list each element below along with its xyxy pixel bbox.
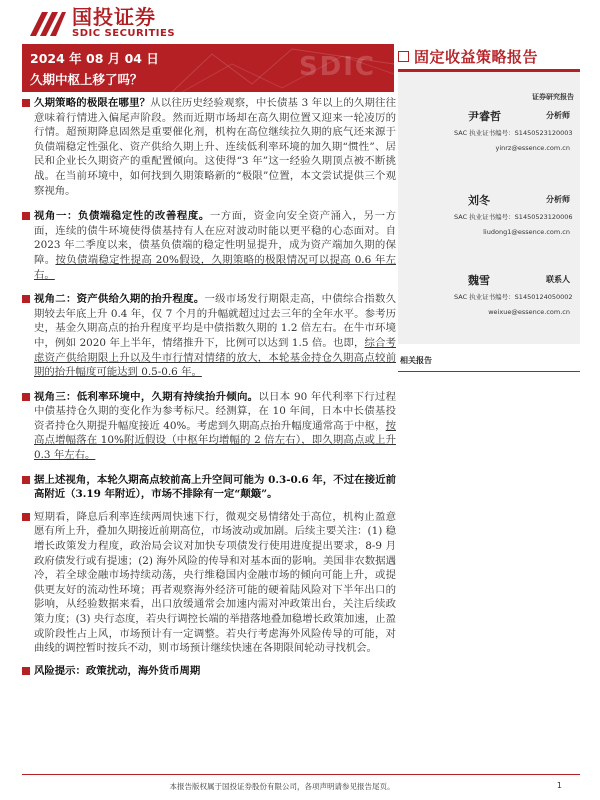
bullet-icon	[22, 99, 30, 107]
analyst-email[interactable]: yinrz@essence.com.cn	[495, 144, 570, 152]
paragraph-text: 从以往历史经验观察，中长债基 3 年以上的久期往往意味着行情进入偏尾声阶段。然而近期市场却在高久期位置又迎来一轮凌厉的行情。超预期降息固然是重要催化剂，机构在高位继续拉久期的底气还来源于负债端稳定性强化、资产供给久期上升、连续低利率环境的加久期“惯性”、居民和企业长久期资产的重配置倾向。这使得“3 年”这一经验久期顶点被不断挑战。在当前环境中，如何找到久期策略新的“极限”位置，本文尝试提供三个观察视角。	[34, 97, 396, 197]
report-type: 固定收益策略报告	[414, 48, 539, 66]
bullet-icon	[22, 513, 30, 521]
analyst-cert: SAC 执业证书编号：S1450523120003	[454, 129, 573, 137]
page-number: 1	[556, 781, 562, 790]
bullet-icon	[22, 295, 30, 303]
paragraph-text: 以日本 90 年代利率下行过程中债基持仓久期的变化作为参考标尺。经测算，在 10 年间，日本中长债基投资者持仓久期提升幅度接近 40%。考虑到久期高点抬升幅度通常高于中枢，	[34, 390, 396, 432]
analyst-cert: SAC 执业证书编号：S1450124050002	[454, 293, 573, 301]
paragraph-heading: 视角二：资产供给久期的抬升程度。	[34, 293, 205, 306]
footer-disclaimer: 本报告版权属于国投证券股份有限公司，各项声明请参见报告尾页。	[169, 782, 395, 791]
analyst-email[interactable]: liudong1@essence.com.cn	[483, 228, 570, 236]
bullet-icon	[22, 393, 30, 401]
research-report-label: 证券研究报告	[532, 93, 574, 101]
related-reports-header	[398, 350, 580, 372]
related-reports-title: 相关报告	[400, 356, 432, 365]
sdic-logo-icon	[28, 8, 66, 38]
key-conclusion: 按高点增幅落在 10%附近假设（中枢年均增幅的 2 倍左右），即久期高点或上升 0.3 年左右。	[34, 419, 396, 462]
paragraph-text: 短期看，降息后利率连续两周快速下行，微观交易情绪处于高位，机构止盈意愿有所上升，叠加久期接近前期高位，市场波动或加剧。后续主要关注：(1) 稳增长政策发力程度，政治局会议对加快专项债发行使用进度提出要求，8-9 月政府债发行或有提速；(2) 海外风险的传导和对基本面的影响。美国非农数据遇冷，若全球金融市场持续动荡，央行维稳国内金融市场的倾向可能上升，或提供更友好的流动性环境；再者观察海外经济可能的硬着陆风险对下半年出口的影响，从经验数据来看，出口放缓通常会加速内需对冲政策出台，关注后续政策力度；(3) 央行态度，若央行调控长端的举措落地叠加稳增长政策加速，止盈或阶段性占上风，市场预计有一定调整。若央行考虑海外风险传导的可能，对曲线的调控暂时按兵不动，则市场预计继续快速在各期限间轮动寻找机会。	[34, 510, 396, 655]
logo-english-name: SDIC SECURITIES	[72, 28, 176, 39]
analyst-cert: SAC 执业证书编号：S1450523120006	[454, 213, 573, 221]
paragraph-text: 一方面，资金向安全资产涌入，另一方面，连续的债牛环境使得债基持有人在应对波动时能以更平稳的心态面对。自 2023 年二季度以来，债基负债端的稳定性明显提升，成为资产端加久期的保障。	[34, 210, 397, 266]
summary-paragraph	[22, 473, 396, 502]
paragraph-heading: 视角三：低利率环境中，久期有持续抬升倾向。	[34, 390, 259, 403]
bullet-icon	[22, 476, 30, 484]
analyst-name: 尹睿哲	[468, 110, 501, 123]
summary-paragraph	[22, 96, 396, 198]
paragraph-text: 一级市场发行期限走高，中债综合指数久期较去年底上升 0.4 年，仅 7 个月的升幅就超过过去三年的全年水平。参考历史，基金久期高点的抬升程度平均是中债指数久期的 1.2 倍左右。在牛市环境中，例如 2020 年上半年，情绪推升下，比例可以达到 1.5 倍。也即，	[34, 293, 397, 349]
bullet-icon	[22, 212, 30, 220]
analyst-role: 联系人	[546, 274, 570, 284]
paragraph-heading: 视角一：负债端稳定性的改善程度。	[34, 210, 210, 223]
analyst-role: 分析师	[546, 110, 570, 120]
analyst-sidebar	[398, 72, 580, 344]
paragraph-heading: 据上述视角，本轮久期高点较前高上升空间可能为 0.3-0.6 年，不过在接近前高附近（3.19 年附近），市场不排除有一定“颠簸”。	[34, 473, 396, 501]
analyst-name: 魏雪	[468, 274, 490, 287]
report-date: 2024 年 08 月 04 日	[30, 51, 159, 66]
analyst-role: 分析师	[546, 194, 570, 204]
key-conclusion: 按负债端稳定性提高 20%假设，久期策略的极限情况可以提高 0.6 年左右。	[34, 253, 397, 281]
summary-paragraph	[22, 510, 396, 656]
company-logo	[28, 6, 175, 39]
summary-paragraph	[22, 390, 396, 463]
title-banner	[22, 44, 394, 92]
summary-paragraph	[22, 292, 396, 380]
paragraph-heading: 久期策略的极限在哪里？	[34, 97, 151, 109]
banner-watermark: SDIC	[298, 52, 376, 82]
summary-paragraph	[22, 664, 396, 679]
report-square-icon	[398, 51, 409, 62]
logo-chinese-name: 国投证券	[72, 5, 156, 29]
report-title: 久期中枢上移了吗？	[30, 72, 143, 87]
report-summary	[22, 96, 396, 678]
report-type-header	[398, 44, 580, 72]
bullet-icon	[22, 667, 30, 675]
summary-paragraph	[22, 209, 396, 282]
analyst-email[interactable]: weixue@essence.com.cn	[488, 308, 570, 316]
page-footer	[22, 774, 580, 791]
risk-warning: 风险提示：政策扰动，海外货币周期	[34, 664, 201, 677]
analyst-name: 刘冬	[468, 194, 490, 207]
key-conclusion: 综合考虑资产供给期限上升以及牛市行情对情绪的放大，本轮基金持仓久期高点较前期的抬升幅度可能达到 0.5-0.6 年。	[34, 336, 396, 379]
